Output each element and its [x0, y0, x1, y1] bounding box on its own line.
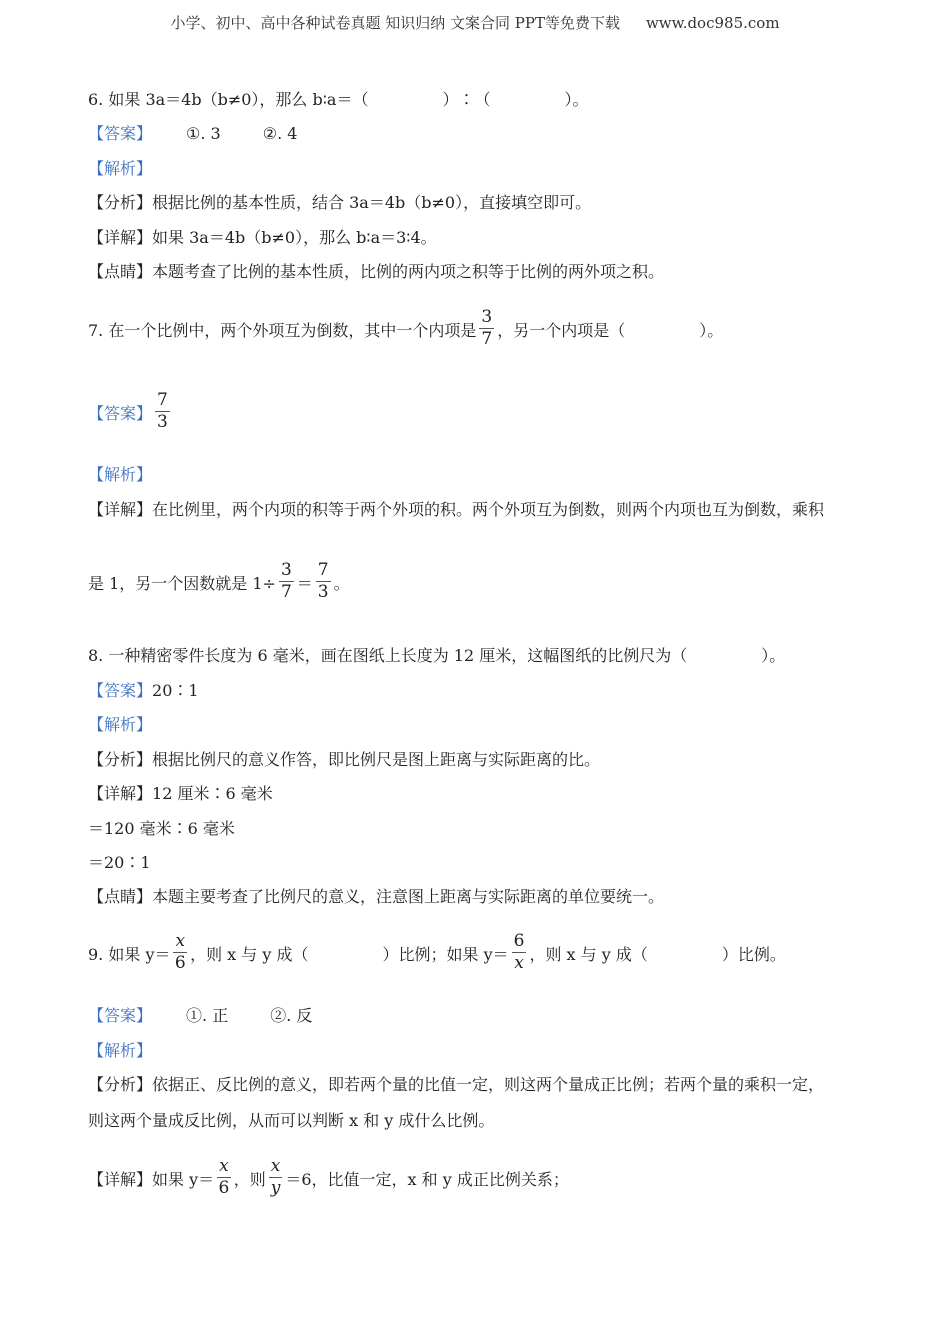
q9-xiangjie: 【详解】如果 y＝ $\frac{x}{6}$ ，则 $\frac{x}{y}$ ＝6，比值一定，x 和 y 成正比例关系；: [88, 1156, 569, 1198]
q6-analysis-tag: 【解析】: [88, 159, 153, 178]
q6-dianjing: 【点睛】本题考查了比例的基本性质，比例的两内项之积等于比例的两外项之积。: [88, 262, 665, 281]
q6-xiangjie: 【详解】如果 3a＝4b（b≠0），那么 b∶a＝3∶4。: [88, 228, 437, 247]
q7-xiangjie-line2: 是 1，另一个因数就是 1÷ $\frac{3}{7}$ ＝ $\frac{7}{3}$ 。: [88, 560, 350, 602]
page-header: [0, 12, 950, 33]
q7-answer: 【答案】 $\frac{7}{3}$: [88, 390, 168, 432]
q9-fenxi: 【分析】依据正、反比例的意义，即若两个量的比值一定，则这两个量成正比例；若两个量的乘积一定，: [88, 1075, 825, 1094]
q8-step2: ＝120 毫米∶6 毫米: [88, 819, 235, 838]
q7-answer-fraction: $\frac{7}{3}$: [157, 390, 168, 432]
q9-stem: 9. 如果 y＝ $\frac{x}{6}$ ，则 x 与 y 成（ ）比例；如果 y＝ $\frac{6}{x}$ ，则 x 与 y 成（ ）比例。: [88, 931, 786, 973]
q8-analysis-tag: 【解析】: [88, 715, 153, 734]
q6-stem: 6. 如果 3a＝4b（b≠0），那么 b∶a＝（ ）∶（ ）。: [88, 90, 589, 109]
q8-answer: 【答案】20∶1: [88, 681, 199, 700]
header-title: 小学、初中、高中各种试卷真题 知识归纳 文案合同 PPT等免费下载: [170, 14, 620, 32]
q8-stem: 8. 一种精密零件长度为 6 毫米，画在图纸上长度为 12 厘米，这幅图纸的比例尺为（ ）。: [88, 646, 786, 665]
q7-fraction: $\frac{3}{7}$: [481, 307, 493, 349]
q9-answer: 【答案】 ①. 正 ②. 反: [88, 1006, 313, 1025]
q7-analysis-tag: 【解析】: [88, 465, 153, 484]
q7-stem: 7. 在一个比例中，两个外项互为倒数，其中一个内项是 $\frac{3}{7}$ ，另一个内项是（ ）。: [88, 307, 724, 349]
q7-xiangjie: 【详解】在比例里，两个内项的积等于两个外项的积。两个外项互为倒数，则两个内项也互为倒数，乘积: [88, 500, 825, 519]
q9-fenxi-line2: 则这两个量成反比例，从而可以判断 x 和 y 成什么比例。: [88, 1111, 495, 1130]
q8-fenxi: 【分析】根据比例尺的意义作答，即比例尺是图上距离与实际距离的比。: [88, 750, 601, 769]
q8-step3: ＝20∶1: [88, 853, 151, 872]
q6-answer: 【答案】 ①. 3 ②. 4: [88, 124, 298, 143]
q6-fenxi: 【分析】根据比例的基本性质，结合 3a＝4b（b≠0），直接填空即可。: [88, 193, 592, 212]
q8-dianjing: 【点睛】本题主要考查了比例尺的意义，注意图上距离与实际距离的单位要统一。: [88, 887, 665, 906]
q9-analysis-tag: 【解析】: [88, 1041, 153, 1060]
q8-xiangjie: 【详解】12 厘米∶6 毫米: [88, 784, 273, 803]
header-site[interactable]: www.doc985.com: [645, 14, 780, 32]
